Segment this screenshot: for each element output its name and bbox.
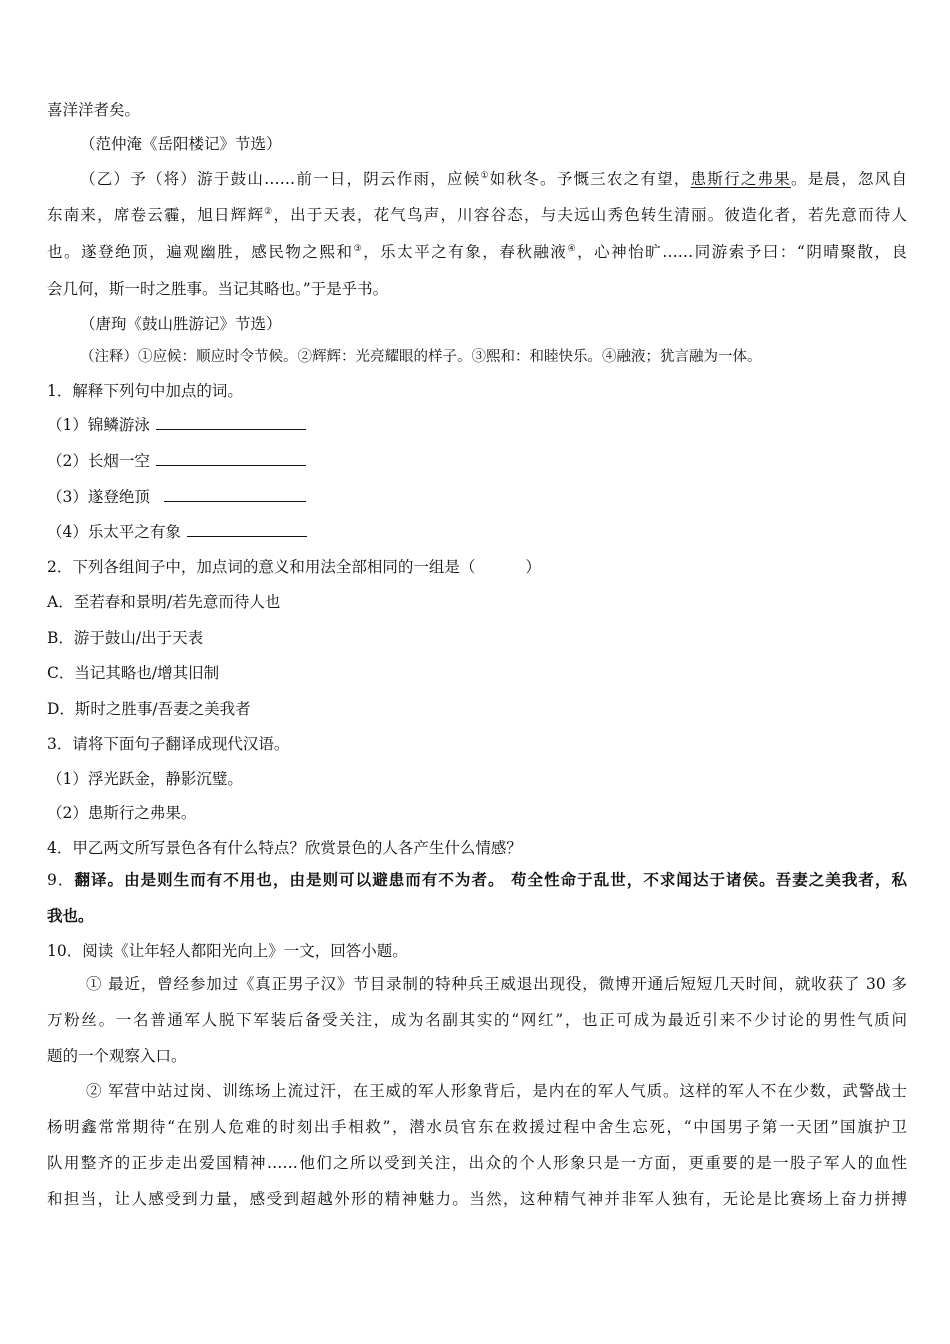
answer-blank[interactable] <box>156 414 306 430</box>
underlined-sentence: 患斯行之弗果 <box>690 170 792 188</box>
q1-item-2: （2）长烟一空 <box>47 450 907 472</box>
answer-blank[interactable] <box>164 486 306 502</box>
q1-item-4: （4）乐太平之有象 <box>47 521 907 543</box>
q3-item-2: （2）患斯行之弗果。 <box>47 804 197 822</box>
q3-item-1: （1）浮光跃金，静影沉璧。 <box>47 770 243 788</box>
q2-option-c: C．当记其略也/增其旧制 <box>47 664 220 682</box>
q10-p2-line-3: 队用整齐的正步走出爱国精神……他们之所以受到关注，出众的个人形象只是一方面，更重要的是一股子军人的血性 <box>47 1154 907 1172</box>
q3-stem: 3．请将下面句子翻译成现代汉语。 <box>47 735 290 753</box>
q10-stem: 10．阅读《让年轻人都阳光向上》一文，回答小题。 <box>47 942 408 960</box>
q10-p2-line-2: 杨明鑫常常期待“在别人危难的时刻出手相救”，潜水员官东在救援过程中舍生忘死，“中国男子第一天团”国旗护卫 <box>47 1118 907 1136</box>
passage-b-line-4: 会几何，斯一时之胜事。当记其略也。”于是乎书。 <box>47 280 389 298</box>
q1-item-3: （3）遂登绝顶 <box>47 486 907 508</box>
q2-option-d: D．斯时之胜事/吾妻之美我者 <box>47 700 251 718</box>
notes: （注释）①应候：顺应时令节候。②辉辉：光亮耀眼的样子。③熙和：和睦快乐。④融液；犹言融为一体。 <box>80 349 762 365</box>
source-b: （唐珣《鼓山胜游记》节选） <box>80 315 282 333</box>
q10-p1-line-3: 题的一个观察入口。 <box>47 1047 187 1065</box>
answer-blank[interactable] <box>187 521 307 537</box>
answer-blank[interactable] <box>156 450 306 466</box>
q1-stem: 1．解释下列句中加点的词。 <box>47 382 243 400</box>
q9-line-2: 我也。 <box>47 906 94 925</box>
q2-option-b: B．游于鼓山/出于天表 <box>47 629 204 647</box>
passage-b-line-1: （乙）予（将）游于鼓山……前一日，阴云作雨，应候①如秋冬。予慨三农之有望，患斯行之弗果。是晨，忽风自 <box>80 170 907 188</box>
q2-stem: 2．下列各组间子中，加点词的意义和用法全部相同的一组是（ ） <box>47 558 541 576</box>
passage-a-end: 喜洋洋者矣。 <box>47 101 141 119</box>
q10-p1-line-1: ① 最近，曾经参加过《真正男子汉》节目录制的特种兵王威退出现役，微博开通后短短几天时间，就收获了 30 多 <box>86 975 907 993</box>
q10-p2-line-4: 和担当，让人感受到力量，感受到超越外形的精神魅力。当然，这种精气神并非军人独有，无论是比赛场上奋力拼搏 <box>47 1190 907 1208</box>
q4-stem: 4．甲乙两文所写景色各有什么特点？欣赏景色的人各产生什么情感？ <box>47 839 522 857</box>
source-a: （范仲淹《岳阳楼记》节选） <box>80 135 282 153</box>
q10-p2-line-1: ② 军营中站过岗、训练场上流过汗，在王威的军人形象背后，是内在的军人气质。这样的军人不在少数，武警战士 <box>86 1082 907 1100</box>
passage-b-line-3: 也。遂登绝顶，遍观幽胜，感民物之熙和③，乐太平之有象，春秋融液④，心神怡旷……同游索予曰：“阴晴聚散，良 <box>47 243 907 261</box>
q9-line-1: 9．翻译。由是则生而有不用也，由是则可以避患而有不为者。 苟全性命于乱世，不求闻达于诸侯。吾妻之美我者，私 <box>47 870 907 889</box>
passage-b-line-2: 东南来，席卷云霾，旭日辉辉②，出于天表，花气鸟声，川容谷态，与夫远山秀色转生清丽。彼造化者，若先意而待人 <box>47 206 907 224</box>
q2-option-a: A．至若春和景明/若先意而待人也 <box>47 593 281 611</box>
q10-p1-line-2: 万粉丝。一名普通军人脱下军装后备受关注，成为名副其实的“网红”，也正可成为最近引来不少讨论的男性气质问 <box>47 1011 907 1029</box>
q1-item-1: （1）锦鳞游泳 <box>47 414 907 436</box>
